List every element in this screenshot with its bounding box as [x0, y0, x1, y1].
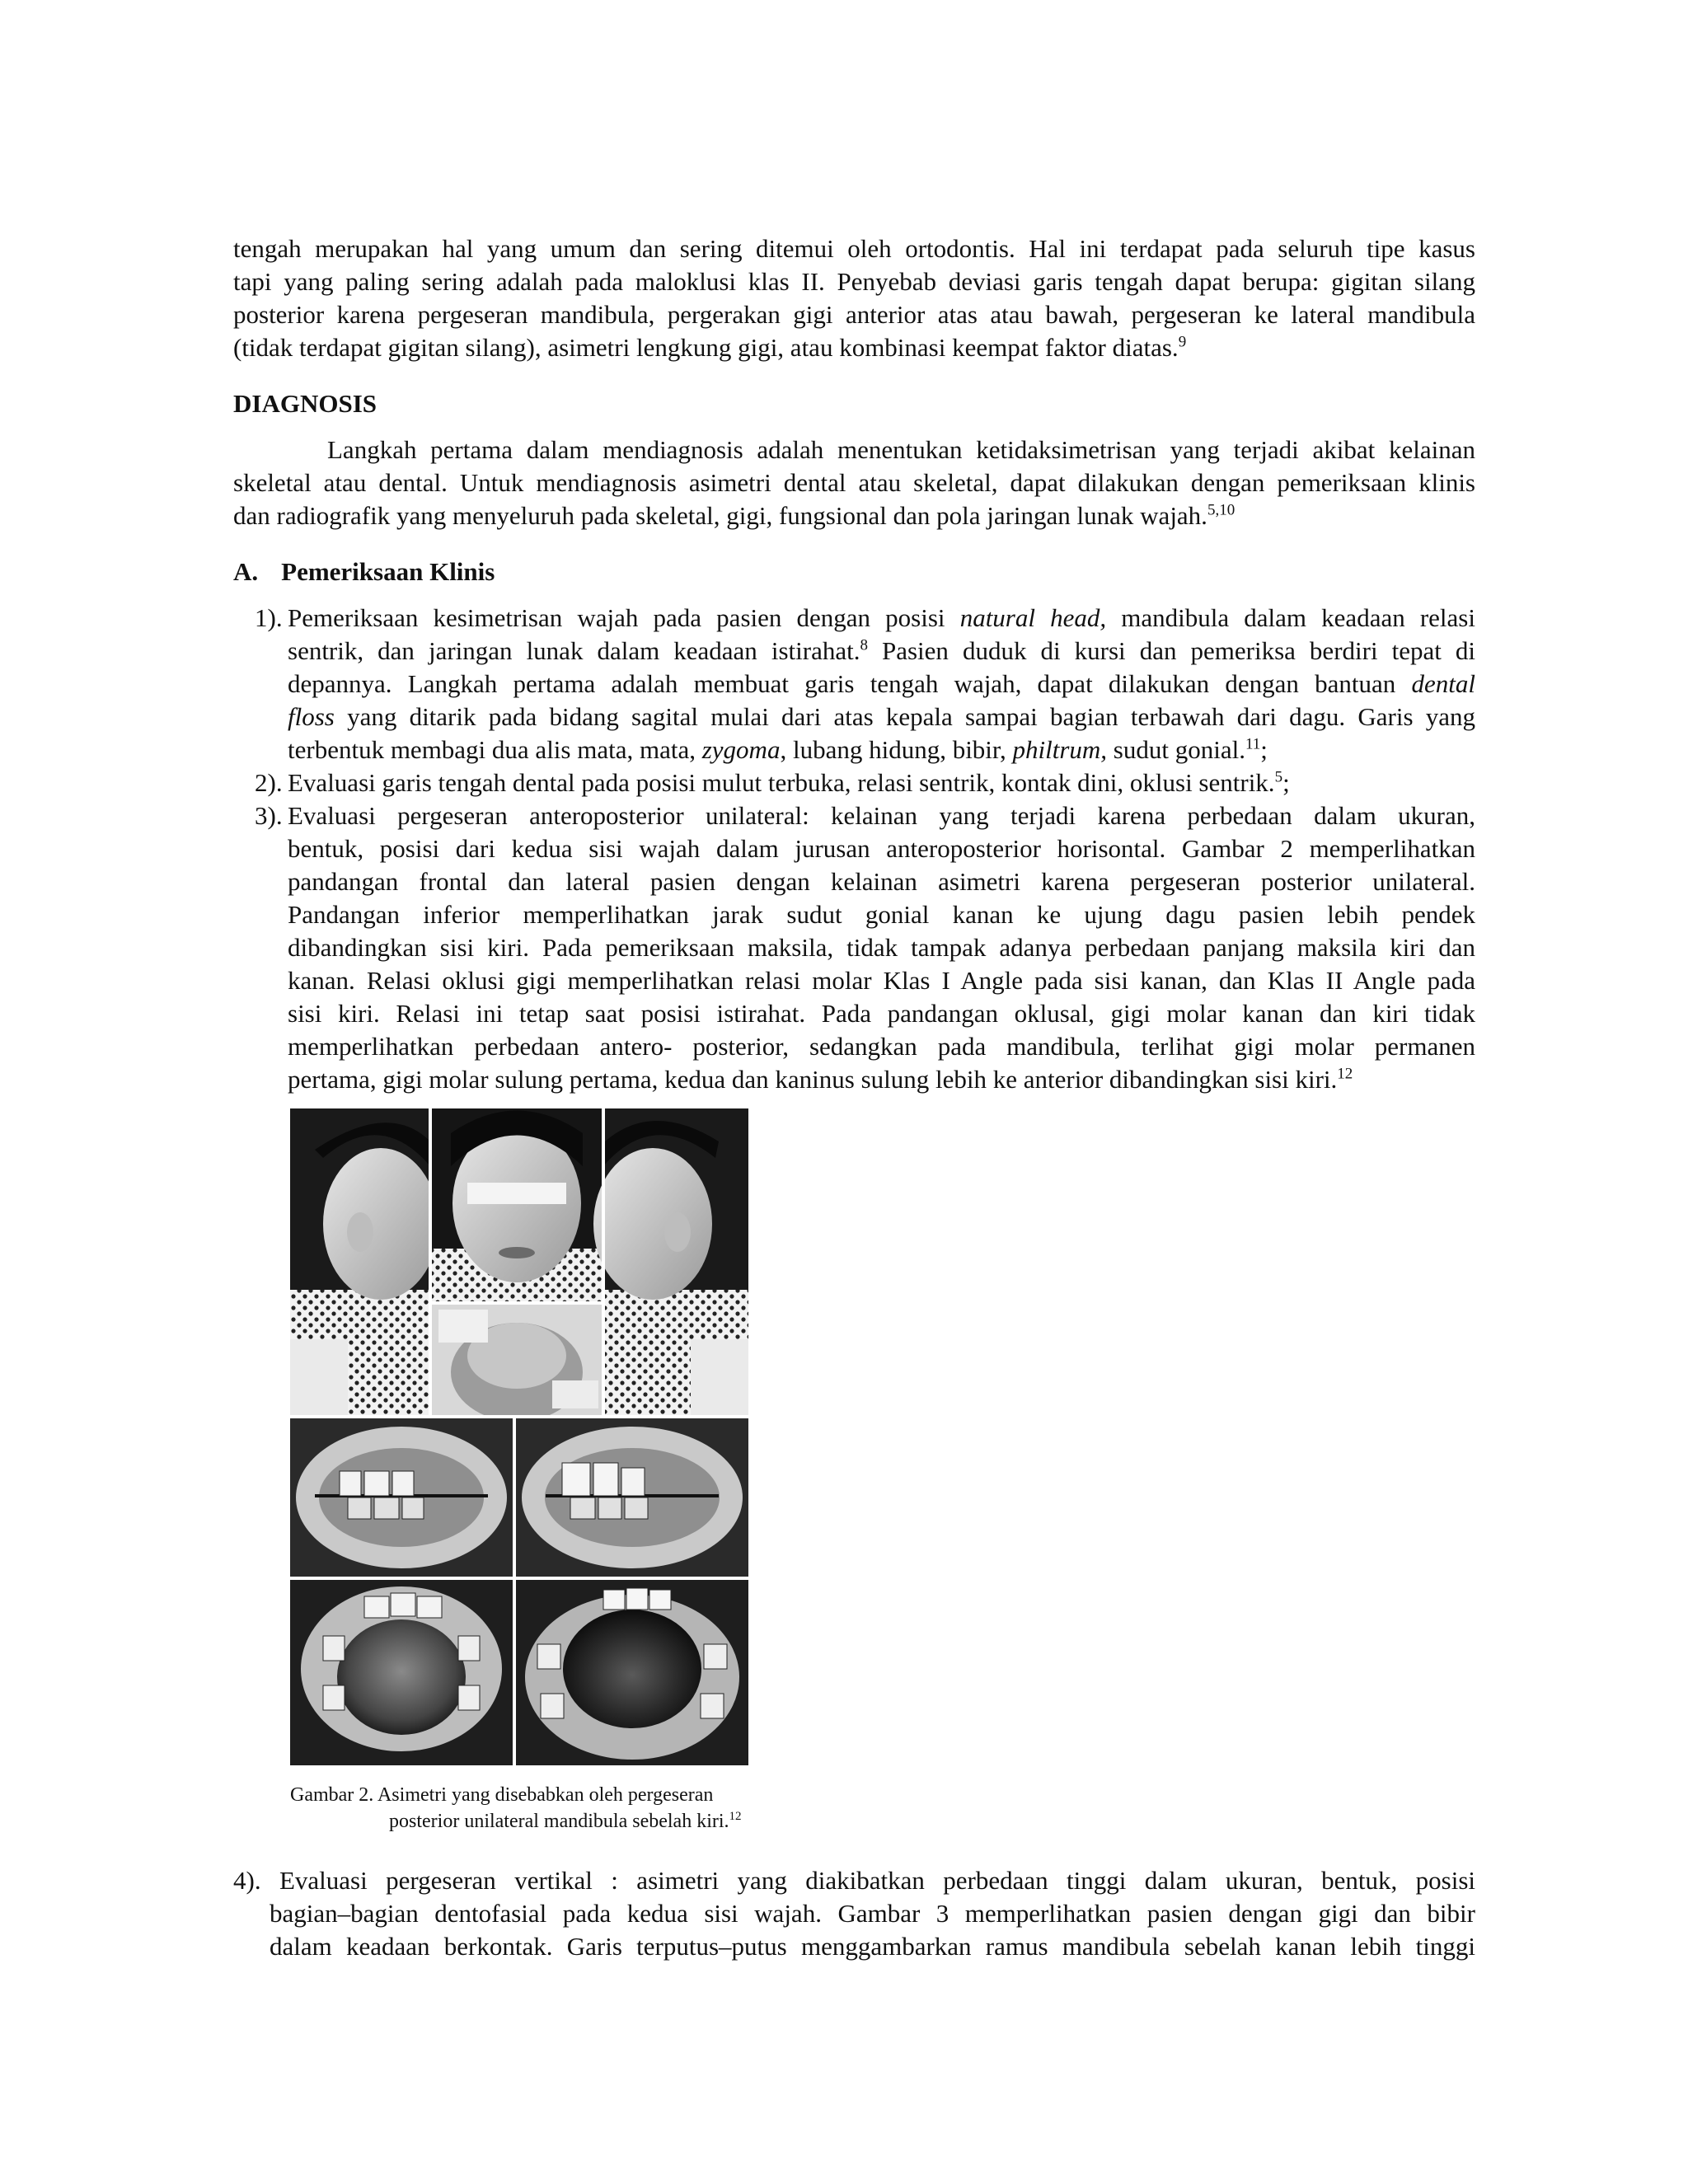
list-item-number: 3). — [255, 801, 283, 830]
italic-term: natural head, — [959, 603, 1107, 632]
text-run: yang ditarik pada bidang sagital mulai dari atas kepala sampai bagian terbawah dari dagu. Garis yang — [334, 702, 1475, 731]
item4-line-2: bagian–bagian dentofasial pada kedua sisi wajah. Gambar 3 memperlihatkan pasien dengan gigi dan bibir — [270, 1899, 1475, 1928]
item3-line-6: kanan. Relasi oklusi gigi memperlihatkan relasi molar Klas I Angle pada sisi kanan, dan Klas II Angle pada — [288, 966, 1475, 995]
list-item-1 — [255, 602, 1475, 766]
diagnosis-paragraph — [233, 434, 1475, 532]
list-item-number: 2). — [255, 768, 283, 797]
item4-line-1 — [233, 1864, 1475, 1897]
section-a-letter: A. — [233, 557, 259, 586]
intro-line-2: tapi yang paling sering adalah pada maloklusi klas II. Penyebab deviasi garis tengah dapat berupa: gigitan silang — [233, 267, 1475, 296]
item1-line-2 — [255, 635, 1475, 668]
text-run: Pemeriksaan kesimetrisan wajah pada pasien dengan posisi — [288, 603, 960, 632]
italic-term: floss — [288, 702, 335, 731]
text-run: depannya. Langkah pertama adalah membuat garis tengah wajah, dapat dilakukan dengan bantuan — [288, 669, 1412, 698]
occlusion-right-photo — [516, 1418, 748, 1577]
diagnosis-heading: DIAGNOSIS — [233, 389, 377, 418]
text-run: Pasien duduk di kursi dan pemeriksa berdiri tepat di — [867, 636, 1475, 665]
item1-line-3 — [255, 668, 1475, 701]
item4-line-3: dalam keadaan berkontak. Garis terputus–putus menggambarkan ramus mandibula sebelah kanan lebih tinggi — [270, 1932, 1475, 1961]
list-item-2 — [255, 766, 1475, 799]
clinical-photographs — [290, 1108, 748, 1765]
text-run: pertama, gigi molar sulung pertama, kedua dan kaninus sulung lebih ke anterior dibandingkan sisi kiri. — [288, 1065, 1338, 1094]
text-run: sudut gonial. — [1107, 735, 1245, 764]
citation-ref: 5 — [1274, 768, 1283, 786]
text-run: posterior unilateral mandibula sebelah kiri. — [389, 1811, 729, 1832]
section-a-title: Pemeriksaan Klinis — [281, 557, 495, 586]
citation-ref: 8 — [860, 636, 868, 654]
italic-term: dental — [1411, 669, 1475, 698]
item1-line-4 — [255, 701, 1475, 733]
caption-line-1: Gambar 2. Asimetri yang disebabkan oleh pergeseran — [290, 1784, 714, 1806]
text-run: terbentuk membagi dua alis mata, mata, — [288, 735, 702, 764]
item2-line-1 — [255, 766, 1475, 799]
item3-line-1: Evaluasi pergeseran anteroposterior unilateral: kelainan yang terjadi karena perbedaan dalam ukuran, — [288, 801, 1475, 830]
item1-line-1 — [255, 602, 1475, 635]
figure-2-photo-montage — [290, 1108, 748, 1765]
item3-line-5: dibandingkan sisi kiri. Pada pemeriksaan maksila, tidak tampak adanya perbedaan panjang maksila kiri dan — [288, 933, 1475, 962]
citation-ref: 12 — [1337, 1065, 1353, 1083]
intro-paragraph — [233, 232, 1475, 364]
italic-term: philtrum, — [1012, 735, 1108, 764]
text-run: mandibula dalam keadaan relasi — [1106, 603, 1475, 632]
list-item-number: 4). — [233, 1866, 261, 1895]
citation-ref: 9 — [1178, 333, 1187, 351]
citation-ref: 12 — [729, 1810, 742, 1823]
intro-line-3: posterior karena pergeseran mandibula, pergerakan gigi anterior atas atau bawah, pergeseran ke lateral mandibula — [233, 300, 1475, 329]
maxillary-occlusal-photo — [290, 1580, 513, 1765]
text-run: ; — [1260, 735, 1268, 764]
inferior-view-photo — [432, 1305, 602, 1422]
intro-last-line: (tidak terdapat gigitan silang), asimetri lengkung gigi, atau kombinasi keempat faktor diatas. — [233, 333, 1179, 362]
italic-term: zygoma — [701, 735, 781, 764]
mandibular-occlusal-photo — [516, 1580, 748, 1765]
citation-ref: 5,10 — [1207, 501, 1236, 519]
section-a-heading — [233, 557, 495, 587]
text-run: sentrik, dan jaringan lunak dalam keadaan istirahat. — [288, 636, 860, 665]
list-item-3 — [255, 799, 1475, 1096]
diagnosis-line-3 — [233, 499, 1475, 532]
diagnosis-last-line: dan radiografik yang menyeluruh pada skeletal, gigi, fungsional dan pola jaringan lunak wajah. — [233, 501, 1207, 530]
item3-line-4: Pandangan inferior memperlihatkan jarak sudut gonial kanan ke ujung dagu pasien lebih pendek — [288, 900, 1475, 929]
list-item-4 — [233, 1864, 1475, 1963]
left-profile-photo — [290, 1108, 438, 1415]
frontal-face-photo — [432, 1108, 602, 1301]
text-run: Evaluasi garis tengah dental pada posisi mulut terbuka, relasi sentrik, kontak dini, oklusi sentrik. — [288, 768, 1275, 797]
intro-line-4 — [233, 331, 1475, 364]
occlusion-left-photo — [290, 1418, 513, 1577]
diagnosis-line-2: skeletal atau dental. Untuk mendiagnosis asimetri dental atau skeletal, dapat dilakukan dengan pemeriksaan klinis — [233, 468, 1475, 497]
diagnosis-line-1: Langkah pertama dalam mendiagnosis adalah menentukan ketidaksimetrisan yang terjadi akibat kelainan — [327, 435, 1475, 464]
item3-line-8: memperlihatkan perbedaan antero- posterior, sedangkan pada mandibula, terlihat gigi molar permanen — [288, 1032, 1475, 1061]
item3-line-2: bentuk, posisi dari kedua sisi wajah dalam jurusan anteroposterior horisontal. Gambar 2 memperlihatkan — [288, 834, 1475, 863]
citation-ref: 11 — [1245, 735, 1261, 753]
intro-line-1: tengah merupakan hal yang umum dan sering ditemui oleh ortodontis. Hal ini terdapat pada seluruh tipe kasus — [233, 234, 1475, 263]
text-run: , lubang hidung, bibir, — [780, 735, 1013, 764]
figure-2-caption — [290, 1782, 867, 1835]
item1-line-5 — [255, 733, 1475, 766]
list-item-number: 1). — [255, 603, 283, 632]
right-profile-photo — [593, 1108, 748, 1415]
text-run: Evaluasi pergeseran vertikal : asimetri yang diakibatkan perbedaan tinggi dalam ukuran, bentuk, posisi — [260, 1866, 1475, 1895]
item3-line-3: pandangan frontal dan lateral pasien dengan kelainan asimetri karena pergeseran posterior unilateral. — [288, 867, 1475, 896]
item3-line-9 — [255, 1063, 1475, 1096]
text-run: ; — [1282, 768, 1290, 797]
caption-line-2 — [290, 1808, 867, 1835]
item3-line-7: sisi kiri. Relasi ini tetap saat posisi istirahat. Pada pandangan oklusal, gigi molar kanan dan kiri tidak — [288, 999, 1475, 1028]
